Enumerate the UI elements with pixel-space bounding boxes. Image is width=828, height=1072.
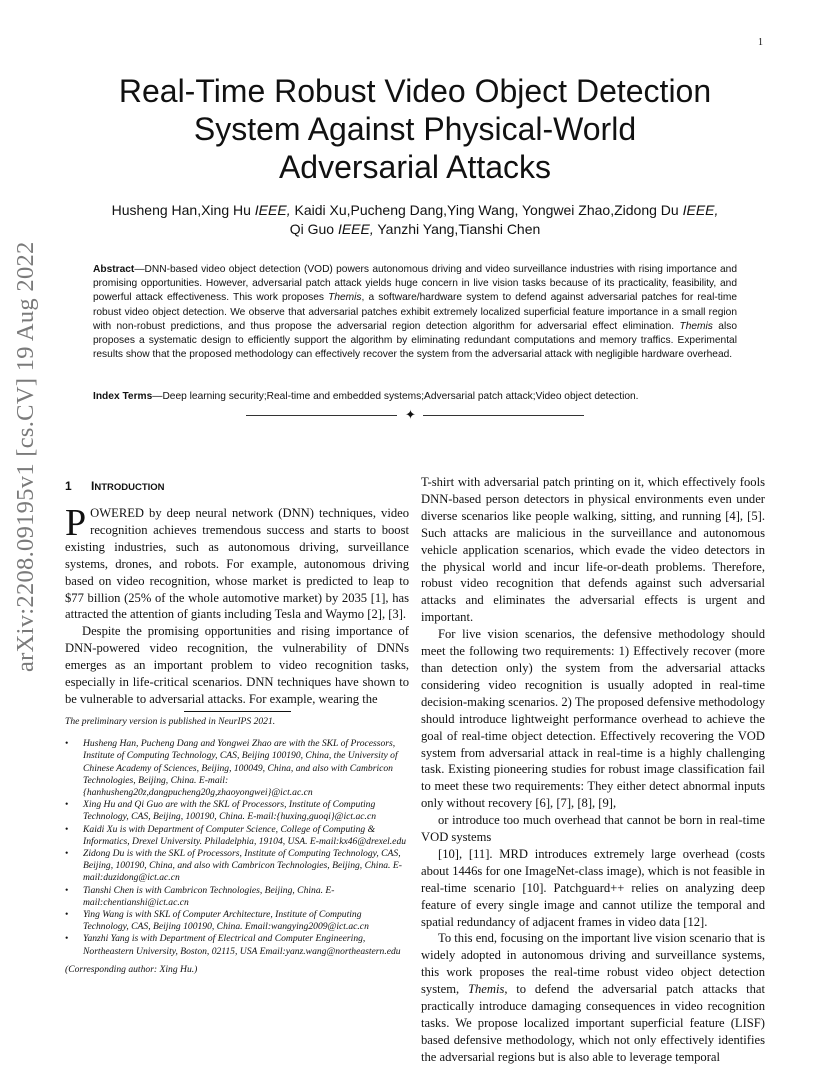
affiliation-item: • Kaidi Xu is with Department of Computer Science, College of Computing & Informatics, Drexel University. Philadelphia, 19104, USA. E-mail:kx46@drexel.edu bbox=[65, 823, 407, 847]
index-terms-label: Index Terms bbox=[93, 391, 153, 402]
arxiv-identifier-stamp[interactable]: arXiv:2208.09195v1 [cs.CV] 19 Aug 2022 bbox=[12, 241, 39, 672]
left-column bbox=[65, 478, 409, 708]
footnote-rule bbox=[184, 711, 291, 712]
corresponding-author-note: (Corresponding author: Xing Hu.) bbox=[65, 963, 198, 975]
body-paragraph: T-shirt with adversarial patch printing on it, which effectively fools DNN-based person detectors in physical environments even under diverse scenarios like people walking, sitting, and running [4], [5]. Such attacks are malicious in the surveillance and autonomous vehicle application scenarios, which evade the video detectors in the physical world and incur life-or-death problems. Therefore, robust video recognition that defends against such adversarial attacks and eliminates the adversarial effects is urgent and important. bbox=[421, 475, 765, 625]
author-footnotes bbox=[65, 716, 409, 976]
body-paragraph: or introduce too much overhead that cannot be born in real-time VOD systems bbox=[421, 813, 765, 845]
abstract: Abstract—DNN-based video object detection (VOD) powers autonomous driving and video surveillance industries with rising importance and promising opportunities. However, adversarial patch attack yields huge concern in live vision tasks because of its practicality, feasibility, and powerful attack effectiveness. This work proposes Themis, a software/hardware system to defend against adversarial patches for real-time robust video object detection. We observe that adversarial patches exhibit extremely localized superficial feature importance in a small region with non-robust predictions, and thus propose the adversarial region detection algorithm for adversarial effect elimination. Themis also proposes a systematic design to efficiently support the algorithm by eliminating redundant computations and memory traffics. Experimental results show that the proposed methodology can effectively recover the system from the adversarial attack with negligible hardware overhead. bbox=[93, 264, 737, 361]
paper-title bbox=[80, 72, 750, 186]
intro-paragraph: POWERED by deep neural network (DNN) techniques, video recognition achieves tremendous success and starts to boost existing industries, such as autonomous driving, surveillance systems, drones, and robots. For example, autonomous driving based on video recognition, whose market is predicted to leap to $77 billion (25% of the whole automotive market) by 2035 [1], has attracted the attention of giants including Tesla and Waymo [2], [3]. bbox=[65, 502, 409, 622]
drop-cap: P bbox=[65, 502, 87, 544]
affiliation-item: • Ying Wang is with SKL of Computer Architecture, Institute of Computing Technology, CAS, Beijing 100190, China. Email:wangying2009@ict.ac.cn bbox=[65, 909, 369, 933]
author-line: Qi Guo IEEE, Yanzhi Yang,Tianshi Chen bbox=[289, 221, 541, 237]
affiliation-item: • Husheng Han, Pucheng Dang and Yongwei Zhao are with the SKL of Processors, Institute of Computing Technology, CAS, Beijing 100190, China, the University of Chinese Academy of Sciences, Beijing, 100049, China, and also with Cambricon Technologies, Beijing, China. E-mail:{hanhusheng20z,dangpucheng20g,zhaoyongwei}@ict.ac.cn bbox=[65, 738, 398, 799]
divider-rule bbox=[423, 415, 584, 416]
affiliation-list bbox=[65, 738, 409, 958]
section-heading: 1 INTRODUCTION bbox=[65, 479, 165, 493]
body-paragraph: Despite the promising opportunities and rising importance of DNN-powered video recognition, the vulnerability of DNNs emerges as an important problem to video recognition tasks, especially in life-critical scenarios. DNN techniques have shown to be vulnerable to adversarial attacks. For example, wearing the bbox=[65, 624, 409, 706]
section-divider bbox=[246, 407, 584, 423]
affiliation-item: • Zidong Du is with the SKL of Processors, Institute of Computing Technology, CAS, Beijing, 100190, China, and also with Cambricon Technologies, Beijing, China. E-mail:duzidong@ict.ac.cn bbox=[65, 848, 402, 884]
title-line: Adversarial Attacks bbox=[278, 149, 552, 185]
title-line: System Against Physical-World bbox=[193, 111, 637, 147]
divider-rule bbox=[246, 415, 397, 416]
right-column bbox=[421, 474, 765, 1066]
author-list bbox=[80, 201, 750, 239]
page-number: 1 bbox=[758, 37, 763, 48]
index-terms: Index Terms—Deep learning security;Real-time and embedded systems;Adversarial patch attack;Video object detection. bbox=[93, 391, 639, 402]
affiliation-item: • Tianshi Chen is with Cambricon Technologies, Beijing, China. E-mail:chentianshi@ict.ac.cn bbox=[65, 884, 335, 908]
body-paragraph: To this end, focusing on the important live vision scenario that is widely adopted in autonomous driving and surveillance systems, this work proposes the real-time robust video object detection system, Themis, to defend the adversarial patch attacks that practically introduce damaging consequences in video recognition tasks. We propose localized important superficial feature (LISF) based defensive methodology, which not only effectively identifies the adversarial regions but is also able to leverage temporal bbox=[421, 931, 765, 1064]
diamond-ornament-icon: ✦ bbox=[405, 407, 416, 422]
body-paragraph: For live vision scenarios, the defensive methodology should meet the following two requirements: 1) Effectively recover (more than detection only) the system from the adversarial attacks considering video recognition is usually adopted in real-time decision-making scenarios. 2) The proposed defensive methodology should introduce lightweight performance overhead to achieve the goal of real-time object detection. Effectively recovering the VOD system from adversarial attack in real-time is a highly challenging task. Existing pioneering studies for robust image classification fail to meet these two requirements: They either detect abnormal inputs only without recovery [6], [7], [8], [9], bbox=[421, 627, 765, 811]
body-paragraph: [10], [11]. MRD introduces extremely large overhead (costs about 1446s for one ImageNet-class image), which is not feasible in real-time scenario [10]. Patchguard++ relies on analyzing deep feature of every single image and cannot utilize the temporal and spatial redundancy of adjacent frames in video data [12]. bbox=[421, 846, 765, 929]
affiliation-item: • Yanzhi Yang is with Department of Electrical and Computer Engineering, Northeastern University, Boston, 02115, USA Email:yanz.wang@northeastern.edu bbox=[65, 933, 401, 957]
title-line: Real-Time Robust Video Object Detection bbox=[118, 73, 712, 109]
affiliation-item: • Xing Hu and Qi Guo are with the SKL of Processors, Institute of Computing Technology, CAS, Beijing, 100190, China. E-mail:{huxing,guoqi}@ict.ac.cn bbox=[65, 799, 376, 823]
abstract-label: Abstract bbox=[93, 264, 135, 275]
preliminary-note: The preliminary version is published in NeurIPS 2021. bbox=[65, 716, 276, 727]
author-line: Husheng Han,Xing Hu IEEE, Kaidi Xu,Pucheng Dang,Ying Wang, Yongwei Zhao,Zidong Du IEEE, bbox=[111, 202, 719, 218]
